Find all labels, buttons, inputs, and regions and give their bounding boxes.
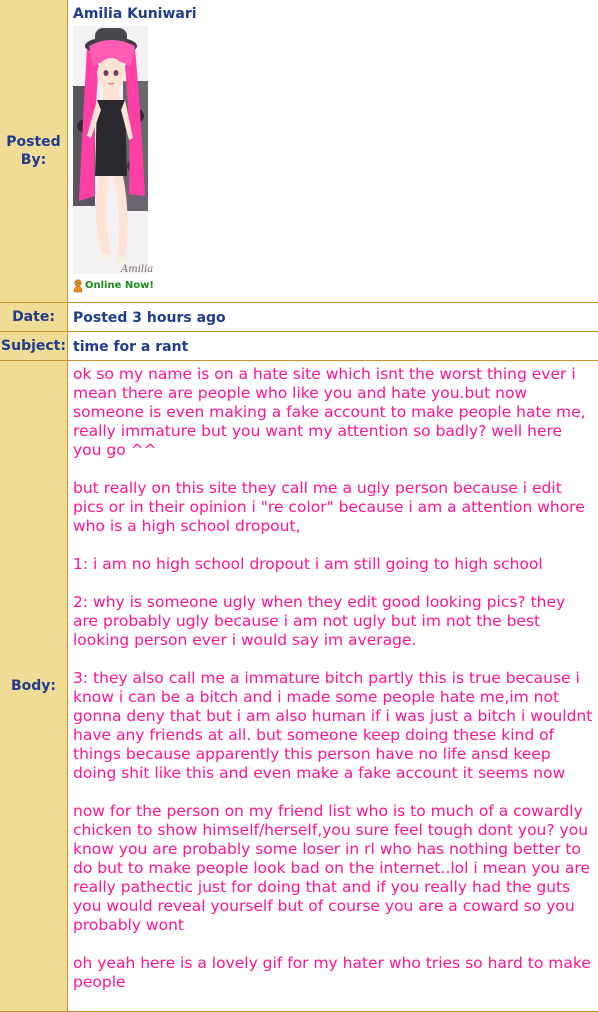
body-paragraph: 3: they also call me a immature bitch partly this is true because i know i can be a bitch and i made some people hate me,im not gonna deny that but i am also human if i was just a bitch i wouldnt have any friends at all. but someone keep doing these kind of things because apparently this person have no life ansd keep doing shit like this and even make a fake account it seems now xyxy=(73,669,594,783)
post-subject: time for a rant xyxy=(73,339,188,355)
author-cell xyxy=(68,0,598,302)
post-date: Posted 3 hours ago xyxy=(73,310,226,326)
online-status-label: Online Now! xyxy=(85,280,154,292)
date-cell xyxy=(68,302,598,331)
author-name-link[interactable]: Amilia Kuniwari xyxy=(73,5,598,23)
body-paragraph: 1: i am no high school dropout i am still going to high school xyxy=(73,555,594,574)
online-status xyxy=(73,279,598,292)
body-cell xyxy=(68,360,598,1011)
body-paragraph: but really on this site they call me a ugly person because i edit pics or in their opinion i "re color" because i am a attention whore who is a high school dropout, xyxy=(73,479,594,536)
body-row xyxy=(0,360,598,1011)
body-paragraph: oh yeah here is a lovely gif for my hater who tries so hard to make people xyxy=(73,954,594,992)
post-body xyxy=(73,361,598,992)
subject-label: Subject: xyxy=(0,331,68,360)
subject-row xyxy=(0,331,598,360)
body-label: Body: xyxy=(0,360,68,1011)
date-label: Date: xyxy=(0,302,68,331)
date-row xyxy=(0,302,598,331)
body-paragraph: 2: why is someone ugly when they edit good looking pics? they are probably ugly because i am not ugly but im not the best looking person ever i would say im average. xyxy=(73,593,594,650)
avatar-signature: Amilia xyxy=(120,264,153,275)
online-person-icon xyxy=(73,279,83,292)
author-avatar[interactable] xyxy=(73,26,148,274)
subject-cell xyxy=(68,331,598,360)
posted-by-row xyxy=(0,0,598,302)
body-paragraph: now for the person on my friend list who is to much of a cowardly chicken to show himself/herself,you sure feel tough dont you? you know you are probably some loser in rl who has nothing better to do but to make people look bad on the internet..lol i mean you are really pathectic just for doing that and if you really had the guts you would reveal yourself but of course you are a coward so you probably wont xyxy=(73,802,594,935)
body-paragraph: ok so my name is on a hate site which isnt the worst thing ever i mean there are people who like you and hate you.but now someone is even making a fake account to make people hate me, really immature but you want my attention so badly? well here you go ^^ xyxy=(73,365,594,460)
posted-by-label: Posted By: xyxy=(0,0,68,302)
